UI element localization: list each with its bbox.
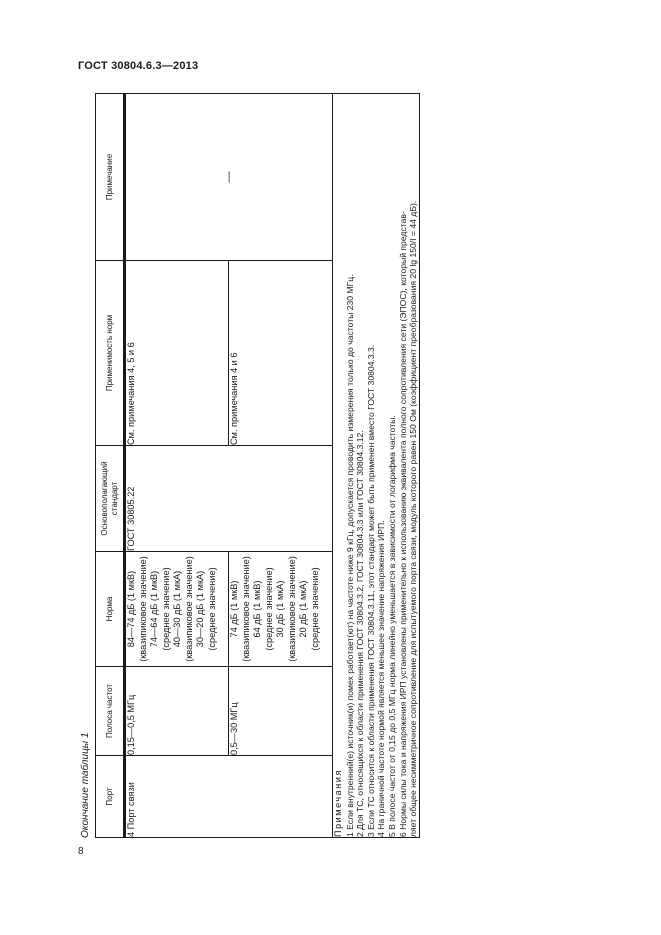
col-header-applicability: Применимость норм: [96, 261, 125, 446]
norm-line: 74 дБ (1 мкВ): [229, 580, 239, 638]
norm-line: (квазипиковое значение): [137, 556, 148, 662]
document-header: ГОСТ 30804.6.3—2013: [78, 60, 199, 72]
note-line: ляет общее несимметричное сопротивление для испытуемого порта связи, модуль которого равен 150 Ом (коэффициент преобразования 20 lg 150/I = 44 дБ).: [408, 200, 419, 837]
emission-norms-table: [95, 93, 420, 838]
col-header-basic-standard: Основополагающий стандарт: [96, 446, 125, 552]
notes-cell: [333, 94, 420, 838]
table-row: [125, 94, 229, 838]
applicability-cell: См. примечания 4, 5 и 6: [125, 261, 229, 446]
note-line: 4 На граничной частоте нормой является меньшее значение напряжения ИРП.: [376, 520, 387, 837]
remark-cell: —: [125, 94, 333, 261]
norm-line: 84—74 дБ (1 мкВ): [126, 570, 136, 648]
col-header-remark: Примечание: [96, 94, 125, 261]
norm-cell: [229, 552, 333, 667]
norm-line: (среднее значение): [309, 567, 320, 651]
col-header-port: Порт: [96, 756, 125, 838]
port-cell: 4 Порт связи: [125, 756, 333, 838]
norm-line: 74—64 дБ (1 мкВ): [149, 570, 159, 648]
table-continuation-caption: Окончание таблицы 1: [80, 732, 91, 838]
col-header-band: Полоса частот: [96, 667, 125, 756]
note-line: 6 Нормы силы тока и напряжения ИРП установлены применительно к использованию эквивалента полного сопротивления сети (ЭПОС), который представ-: [397, 211, 408, 837]
norm-line: 20 дБ (1 мкА): [298, 580, 308, 638]
table-header-row: [96, 94, 125, 838]
norm-line: (квазипиковое значение): [240, 556, 251, 662]
norm-line: (среднее значение): [160, 567, 171, 651]
norm-line: 40—30 дБ (1 мкА): [172, 570, 182, 648]
notes-title: Примечания: [333, 769, 343, 837]
norm-line: (среднее значение): [263, 567, 274, 651]
notes-row: [333, 94, 420, 838]
note-line: 3 Если ТС относится к области применения ГОСТ 30804.3.11, этот стандарт может быть применен вместо ГОСТ 30804.3.3.: [365, 344, 376, 837]
norm-line: (квазипиковое значение): [183, 556, 194, 662]
band-cell: 0,15—0,5 МГц: [125, 667, 229, 756]
note-line: 2 Для ТС, относящихся к области применения ГОСТ 30804.3.2, ГОСТ 30804.3.3 или ГОСТ 30804.3.12.: [355, 430, 366, 837]
norm-line: 64 дБ (1 мкВ): [252, 580, 262, 638]
col-header-norm: Норма: [96, 552, 125, 667]
norm-cell: [125, 552, 229, 667]
note-line: 5 В полосе частот от 0,15 до 0,5 МГц норма линейно уменьшается в зависимости от логарифма частоты.: [386, 415, 397, 837]
note-line: 1 Если внутренний(е) источник(и) помех работает(ют) на частоте ниже 9 кГц, допускается проводить измерения только до частоты 230 МГц.: [344, 274, 355, 837]
band-cell: 0,5—30 МГц: [229, 667, 333, 756]
page-number: 8: [78, 846, 84, 857]
norm-line: 30 дБ (1 мкА): [275, 580, 285, 638]
basic-standard-cell: ГОСТ 30805.22: [125, 446, 333, 552]
norm-line: 30—20 дБ (1 мкА): [195, 570, 205, 648]
applicability-cell: См. примечания 4 и 6: [229, 261, 333, 446]
norm-line: (квазипиковое значение): [286, 556, 297, 662]
norm-line: (среднее значение): [206, 567, 217, 651]
rotated-table-block: [78, 94, 434, 838]
